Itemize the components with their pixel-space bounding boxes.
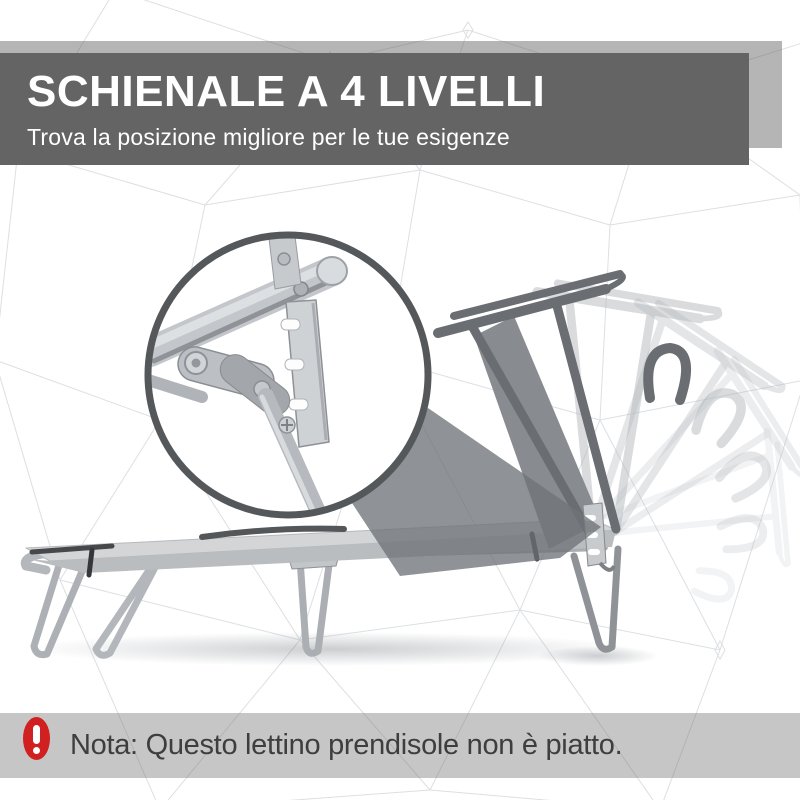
exclamation-icon <box>23 717 50 760</box>
header-banner <box>0 53 749 165</box>
magnifier-circle <box>148 228 428 517</box>
note-text: Nota: Questo lettino prendisole non è piatto. <box>70 729 623 761</box>
page-title: SCHIENALE A 4 LIVELLI <box>27 67 546 116</box>
exclamation-dot <box>33 747 40 754</box>
page-subtitle: Trova la posizione migliore per le tue esigenze <box>27 124 510 151</box>
note-bar <box>0 713 800 778</box>
exclamation-bar <box>33 725 40 744</box>
